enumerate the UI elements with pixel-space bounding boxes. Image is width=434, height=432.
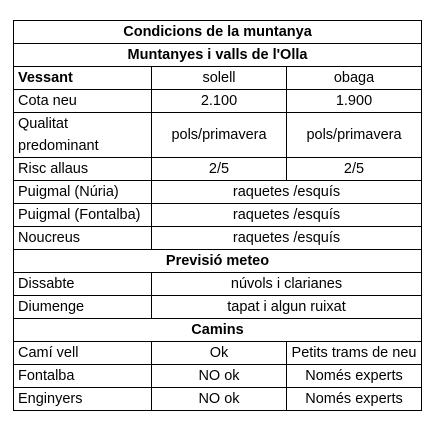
meteo-day: Diumenge — [14, 296, 152, 319]
table-title: Condicions de la muntanya — [14, 21, 422, 44]
zone-label: Puigmal (Núria) — [14, 181, 152, 204]
meteo-row — [14, 273, 422, 296]
camins-header: Camins — [14, 319, 422, 342]
cota-solell: 2.100 — [152, 90, 287, 113]
cami-status: Ok — [152, 342, 287, 365]
meteo-forecast: tapat i algun ruixat — [152, 296, 422, 319]
zone-value: raquetes /esquís — [152, 181, 422, 204]
cami-status: NO ok — [152, 365, 287, 388]
zone-label: Noucreus — [14, 227, 152, 250]
qualitat-label: Qualitat predominant — [14, 113, 152, 158]
qualitat-obaga: pols/primavera — [287, 113, 422, 158]
zone-row — [14, 227, 422, 250]
cami-name: Fontalba — [14, 365, 152, 388]
cota-label: Cota neu — [14, 90, 152, 113]
camins-row — [14, 388, 422, 411]
zone-value: raquetes /esquís — [152, 204, 422, 227]
table-subtitle: Muntanyes i valls de l'Olla — [14, 44, 422, 67]
meteo-header: Previsió meteo — [14, 250, 422, 273]
vessant-solell: solell — [152, 67, 287, 90]
camins-header-row — [14, 319, 422, 342]
vessant-label: Vessant — [14, 67, 152, 90]
camins-row — [14, 365, 422, 388]
title-row — [14, 21, 422, 44]
cami-note: Petits trams de neu — [287, 342, 422, 365]
subtitle-row — [14, 44, 422, 67]
meteo-header-row — [14, 250, 422, 273]
cami-name: Enginyers — [14, 388, 152, 411]
cota-obaga: 1.900 — [287, 90, 422, 113]
qualitat-solell: pols/primavera — [152, 113, 287, 158]
zone-label: Puigmal (Fontalba) — [14, 204, 152, 227]
risc-row — [14, 158, 422, 181]
meteo-row — [14, 296, 422, 319]
cami-name: Camí vell — [14, 342, 152, 365]
vessant-obaga: obaga — [287, 67, 422, 90]
meteo-forecast: núvols i clarianes — [152, 273, 422, 296]
zone-row — [14, 204, 422, 227]
meteo-day: Dissabte — [14, 273, 152, 296]
risc-obaga: 2/5 — [287, 158, 422, 181]
vessant-row — [14, 67, 422, 90]
risc-label: Risc allaus — [14, 158, 152, 181]
cami-note: Només experts — [287, 388, 422, 411]
conditions-table — [13, 20, 422, 411]
zone-value: raquetes /esquís — [152, 227, 422, 250]
camins-row — [14, 342, 422, 365]
cami-note: Només experts — [287, 365, 422, 388]
cota-row — [14, 90, 422, 113]
zone-row — [14, 181, 422, 204]
risc-solell: 2/5 — [152, 158, 287, 181]
qualitat-row — [14, 113, 422, 158]
cami-status: NO ok — [152, 388, 287, 411]
